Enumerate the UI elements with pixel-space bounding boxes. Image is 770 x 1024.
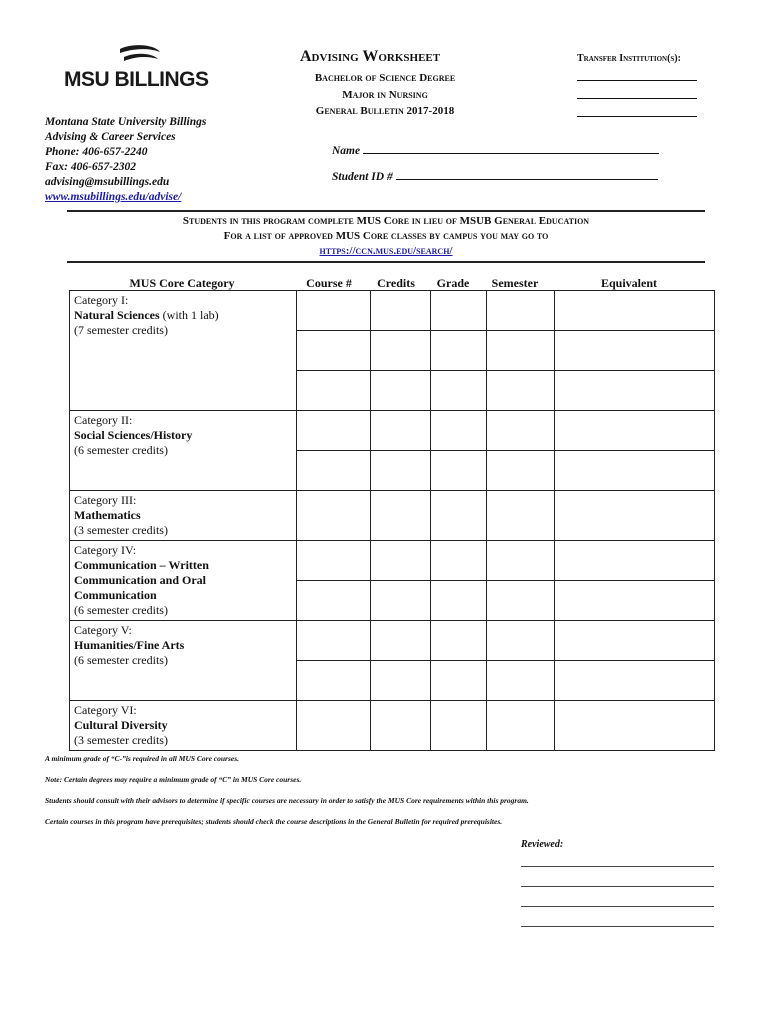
category-credits: (3 semester credits) [74,523,168,537]
equivalent-cell[interactable] [555,451,715,491]
equivalent-cell[interactable] [555,491,715,541]
header-semester: Semester [491,276,539,290]
phone-number: Phone: 406-657-2240 [45,146,148,158]
category-cell [70,291,297,411]
semester-cell[interactable] [487,491,555,541]
banner-bottom-rule [67,261,705,263]
grade-cell[interactable] [431,411,487,451]
category-credits: (6 semester credits) [74,443,168,457]
grade-cell[interactable] [431,451,487,491]
category-extra: (with 1 lab) [159,308,219,322]
category-label: Category II: [74,413,133,427]
transfer-institution-line-1[interactable] [577,80,697,81]
equivalent-cell[interactable] [555,581,715,621]
grade-cell[interactable] [431,701,487,751]
credits-cell[interactable] [371,371,431,411]
course-cell[interactable] [297,581,371,621]
category-cell [70,621,297,701]
office-name: Advising & Career Services [45,131,176,143]
bulletin-year: General Bulletin 2017-2018 [315,105,455,117]
category-name: Social Sciences/History [74,428,193,442]
transfer-institution-label: Transfer Institution(s): [577,53,681,64]
major-name: Major in Nursing [342,88,428,101]
category-cell [70,541,297,621]
course-cell[interactable] [297,701,371,751]
grade-cell[interactable] [431,541,487,581]
semester-cell[interactable] [487,581,555,621]
category-cell [70,701,297,751]
credits-cell[interactable] [371,621,431,661]
category-cell [70,491,297,541]
banner-top-rule [67,210,705,212]
equivalent-cell[interactable] [555,661,715,701]
credits-cell[interactable] [371,291,431,331]
course-cell[interactable] [297,451,371,491]
semester-cell[interactable] [487,541,555,581]
student-id-field [332,169,658,183]
semester-cell[interactable] [487,701,555,751]
course-cell[interactable] [297,371,371,411]
banner-line-1: Students in this program complete MUS Core in lieu of MSUB General Education [182,215,590,227]
name-label: Name [332,145,361,157]
mus-core-banner [67,214,705,259]
reviewed-label: Reviewed: [521,839,564,850]
header-equivalent: Equivalent [600,276,657,290]
credits-cell[interactable] [371,331,431,371]
banner-line-2: For a list of approved MUS Core classes by campus you may go to [223,230,549,242]
student-id-input-line[interactable] [396,169,658,180]
category-name: Cultural Diversity [74,718,168,732]
credits-cell[interactable] [371,491,431,541]
credits-cell[interactable] [371,451,431,491]
equivalent-cell[interactable] [555,621,715,661]
category-cell [70,411,297,491]
course-cell[interactable] [297,291,371,331]
semester-cell[interactable] [487,661,555,701]
course-cell[interactable] [297,331,371,371]
credits-cell[interactable] [371,411,431,451]
equivalent-cell[interactable] [555,371,715,411]
msu-billings-logo [64,44,216,94]
student-id-label: Student ID # [332,171,393,183]
grade-cell[interactable] [431,371,487,411]
note-prerequisites: Certain courses in this program have prerequisites; students should check the course descriptions in the General Bulletin for required prerequisites. [45,817,503,826]
logo-text: MSU BILLINGS [64,68,209,91]
reviewed-line-2[interactable] [521,886,714,887]
category-name: Mathematics [74,508,141,522]
category-name: Natural Sciences [74,308,160,322]
course-cell[interactable] [297,661,371,701]
fax-number: Fax: 406-657-2302 [45,161,137,173]
table-row [70,541,715,581]
equivalent-cell[interactable] [555,411,715,451]
table-row [70,621,715,661]
course-cell[interactable] [297,621,371,661]
category-label: Category I: [74,293,129,307]
swoosh-icon [118,44,162,68]
mus-core-table [69,290,715,751]
grade-cell[interactable] [431,291,487,331]
institution-name: Montana State University Billings [45,116,207,128]
grade-cell[interactable] [431,661,487,701]
category-credits: (6 semester credits) [74,603,168,617]
advising-website-link[interactable]: www.msubillings.edu/advise/ [45,191,182,203]
course-cell[interactable] [297,491,371,541]
category-label: Category IV: [74,543,137,557]
semester-cell[interactable] [487,411,555,451]
note-min-grade: A minimum grade of “C-”is required in all MUS Core courses. [45,754,239,763]
category-credits: (3 semester credits) [74,733,168,747]
semester-cell[interactable] [487,621,555,661]
degree-info [290,70,480,120]
grade-cell[interactable] [431,581,487,621]
equivalent-cell[interactable] [555,541,715,581]
reviewed-line-3[interactable] [521,906,714,907]
email-address: advising@msubillings.edu [45,176,170,188]
semester-cell[interactable] [487,371,555,411]
table-row [70,491,715,541]
header-course-number: Course # [306,276,352,290]
header-mus-core-category: MUS Core Category [129,276,235,290]
equivalent-cell[interactable] [555,701,715,751]
mus-core-search-link[interactable]: https://ccn.mus.edu/search/ [319,245,453,257]
course-cell[interactable] [297,411,371,451]
category-name: Communication – Written Communication and Oral Communication [74,558,209,602]
semester-cell[interactable] [487,451,555,491]
header-credits: Credits [377,276,415,290]
semester-cell[interactable] [487,291,555,331]
reviewed-line-1[interactable] [521,866,714,867]
note-certain-degrees: Note: Certain degrees may require a minimum grade of “C” in MUS Core courses. [45,775,302,784]
transfer-institution-line-2[interactable] [577,98,697,99]
credits-cell[interactable] [371,541,431,581]
name-field [332,143,659,157]
grade-cell[interactable] [431,331,487,371]
category-credits: (6 semester credits) [74,653,168,667]
category-label: Category V: [74,623,132,637]
reviewed-line-4[interactable] [521,926,714,927]
table-row [70,701,715,751]
grade-cell[interactable] [431,491,487,541]
transfer-institution-line-3[interactable] [577,116,697,117]
credits-cell[interactable] [371,701,431,751]
name-input-line[interactable] [363,143,659,154]
note-consult-advisors: Students should consult with their advisors to determine if specific courses are necessary in order to satisfy the MUS Core requirements within this program. [45,796,529,805]
category-label: Category III: [74,493,137,507]
semester-cell[interactable] [487,331,555,371]
contact-block [45,115,206,205]
category-credits: (7 semester credits) [74,323,168,337]
course-cell[interactable] [297,541,371,581]
credits-cell[interactable] [371,581,431,621]
category-label: Category VI: [74,703,137,717]
credits-cell[interactable] [371,661,431,701]
table-row [70,291,715,331]
page-title: Advising Worksheet [300,48,441,65]
equivalent-cell[interactable] [555,291,715,331]
degree-name: Bachelor of Science Degree [314,72,456,84]
equivalent-cell[interactable] [555,331,715,371]
table-row [70,411,715,451]
category-name: Humanities/Fine Arts [74,638,185,652]
header-grade: Grade [436,276,470,290]
grade-cell[interactable] [431,621,487,661]
